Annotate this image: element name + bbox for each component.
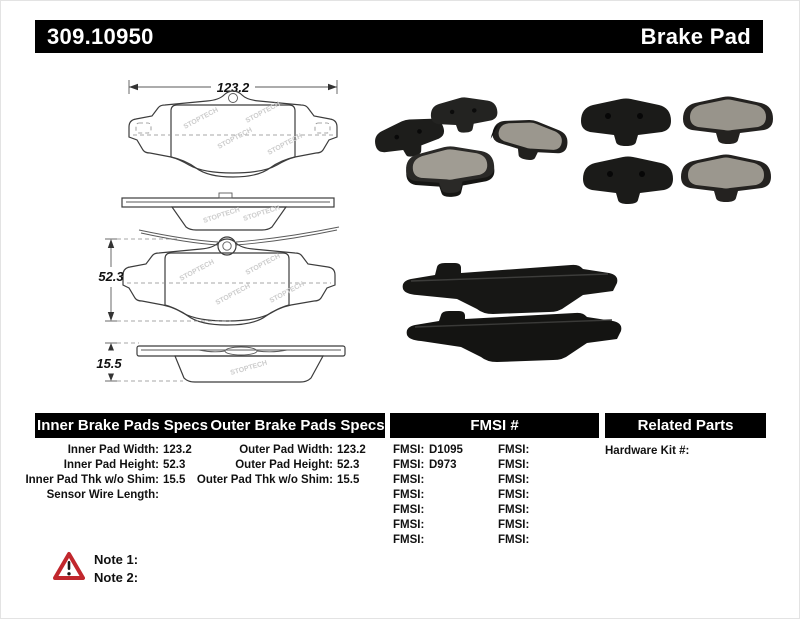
table-row bbox=[35, 459, 205, 474]
spec-label: Inner Pad Thk w/o Shim: bbox=[25, 474, 159, 486]
spec-value: 52.3 bbox=[163, 459, 186, 471]
spec-label: Inner Pad Height: bbox=[63, 459, 159, 471]
related-parts-row bbox=[605, 445, 689, 457]
spec-label: Outer Pad Thk w/o Shim: bbox=[196, 474, 333, 486]
watermark: STOPTECH bbox=[182, 106, 220, 131]
fmsi-right-column bbox=[498, 444, 598, 549]
watermark: STOPTECH bbox=[244, 252, 282, 277]
table-row bbox=[498, 489, 598, 504]
brake-pad bbox=[681, 155, 771, 203]
brake-pad bbox=[581, 99, 671, 147]
pads-photo-edge bbox=[393, 255, 631, 365]
specs-header-bar bbox=[35, 413, 385, 438]
inner-specs-table bbox=[25, 444, 205, 504]
brake-pad-edge bbox=[403, 263, 618, 314]
header-bar bbox=[35, 20, 763, 53]
watermark: STOPTECH bbox=[242, 204, 281, 223]
brake-pad bbox=[583, 157, 673, 205]
fmsi-label: FMSI: bbox=[498, 444, 530, 456]
note-2: Note 2: bbox=[94, 570, 139, 585]
thickness-dimension-label: 15.5 bbox=[96, 356, 122, 371]
width-dimension-label: 123.2 bbox=[216, 80, 250, 95]
hardware-kit-label: Hardware Kit #: bbox=[605, 445, 690, 457]
spec-label: Sensor Wire Length: bbox=[46, 489, 159, 501]
front-view-width-diagram bbox=[119, 71, 347, 189]
fmsi-label: FMSI: bbox=[498, 534, 530, 546]
watermark: STOPTECH bbox=[216, 126, 254, 151]
inner-specs-title: Inner Brake Pads Specs bbox=[37, 417, 208, 434]
fmsi-title: FMSI # bbox=[470, 417, 519, 434]
watermark: STOPTECH bbox=[214, 282, 252, 307]
pads-photo-flat bbox=[371, 91, 576, 199]
related-parts-title: Related Parts bbox=[637, 417, 734, 434]
table-row bbox=[393, 519, 493, 534]
table-row bbox=[498, 459, 598, 474]
table-row bbox=[393, 459, 493, 474]
table-row bbox=[35, 444, 205, 459]
pads-photo-grid bbox=[574, 85, 778, 207]
spec-label: Inner Pad Width: bbox=[67, 444, 159, 456]
spec-value: 52.3 bbox=[337, 459, 360, 471]
fmsi-label: FMSI: bbox=[393, 534, 425, 546]
spec-label: Outer Pad Height: bbox=[235, 459, 333, 471]
table-row bbox=[498, 534, 598, 549]
fmsi-label: FMSI: bbox=[393, 459, 425, 471]
spec-value: 15.5 bbox=[163, 474, 186, 486]
warning-triangle-icon bbox=[53, 550, 85, 582]
fmsi-label: FMSI: bbox=[393, 474, 425, 486]
fmsi-left-column bbox=[393, 444, 493, 549]
fmsi-label: FMSI: bbox=[498, 474, 530, 486]
brake-pad bbox=[683, 97, 773, 145]
outer-specs-title: Outer Brake Pads Specs bbox=[210, 417, 385, 434]
table-row bbox=[498, 474, 598, 489]
spec-value: 123.2 bbox=[163, 444, 192, 456]
fmsi-label: FMSI: bbox=[498, 504, 530, 516]
watermark: STOPTECH bbox=[178, 258, 216, 283]
watermark: STOPTECH bbox=[244, 100, 282, 125]
product-type: Brake Pad bbox=[640, 23, 751, 49]
outer-specs-table bbox=[196, 444, 379, 489]
table-row bbox=[196, 474, 379, 489]
fmsi-value: D973 bbox=[429, 459, 457, 471]
watermark: STOPTECH bbox=[229, 359, 269, 377]
fmsi-label: FMSI: bbox=[393, 489, 425, 501]
brake-pad-edge bbox=[407, 311, 622, 362]
watermark: STOPTECH bbox=[268, 280, 306, 305]
front-view-height-diagram bbox=[81, 225, 353, 327]
related-parts-header-bar bbox=[605, 413, 766, 438]
table-row bbox=[25, 474, 205, 489]
table-row bbox=[498, 444, 598, 459]
spec-value: 15.5 bbox=[337, 474, 360, 486]
watermark: STOPTECH bbox=[202, 206, 241, 225]
height-dimension-label: 52.3 bbox=[98, 269, 124, 284]
table-row bbox=[393, 474, 493, 489]
note-1: Note 1: bbox=[94, 552, 139, 567]
fmsi-value: D1095 bbox=[429, 444, 463, 456]
fmsi-label: FMSI: bbox=[498, 489, 530, 501]
table-row bbox=[498, 504, 598, 519]
fmsi-label: FMSI: bbox=[393, 444, 425, 456]
table-row bbox=[498, 519, 598, 534]
watermark: STOPTECH bbox=[266, 132, 304, 157]
table-row bbox=[35, 489, 205, 504]
table-row bbox=[393, 534, 493, 549]
fmsi-label: FMSI: bbox=[393, 504, 425, 516]
side-view-thickness-diagram bbox=[81, 337, 353, 387]
table-row bbox=[393, 504, 493, 519]
table-row bbox=[209, 459, 379, 474]
spec-label: Outer Pad Width: bbox=[239, 444, 333, 456]
table-row bbox=[393, 489, 493, 504]
fmsi-label: FMSI: bbox=[393, 519, 425, 531]
table-row bbox=[209, 444, 379, 459]
fmsi-header-bar bbox=[390, 413, 599, 438]
brake-pad bbox=[488, 114, 570, 167]
fmsi-label: FMSI: bbox=[498, 519, 530, 531]
spec-value: 123.2 bbox=[337, 444, 366, 456]
fmsi-label: FMSI: bbox=[498, 459, 530, 471]
part-number: 309.10950 bbox=[47, 23, 154, 49]
table-row bbox=[393, 444, 493, 459]
